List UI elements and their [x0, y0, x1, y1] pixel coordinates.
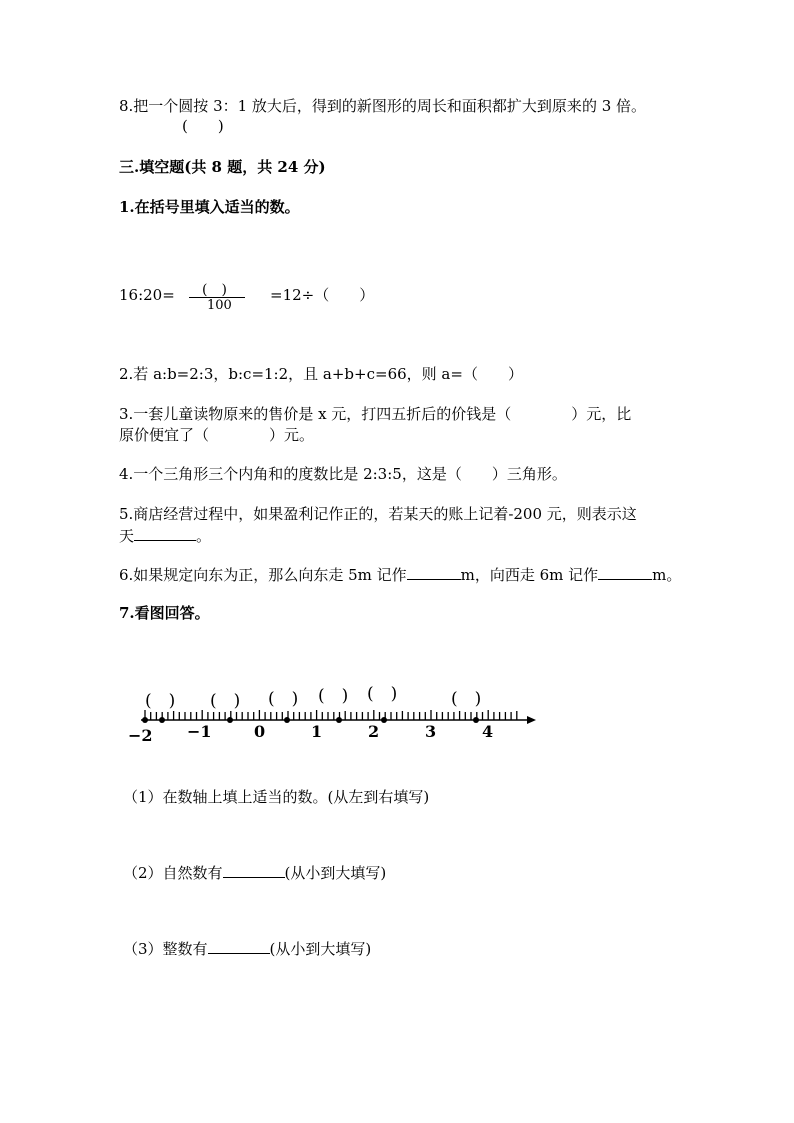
fill-question-5-line2: [119, 525, 211, 546]
question-8-answer-blank[interactable]: ( ): [182, 117, 224, 135]
sub-question-2-suffix: (从小到大填写): [284, 864, 387, 882]
fill-question-6-blank-east[interactable]: [407, 564, 461, 580]
fill-question-4-text[interactable]: 4.一个三角形三个内角和的度数比是 2:3:5，这是（ ）三角形。: [119, 465, 567, 483]
point-blank-1: ( ): [145, 691, 176, 711]
point-blank-3: ( ): [268, 689, 299, 709]
number-line-point: [381, 717, 387, 723]
fill-question-2-text[interactable]: 2.若 a:b=2:3，b:c=1:2，且 a+b+c=66，则 a=（ ）: [119, 365, 523, 383]
point-blank-5: ( ): [367, 684, 398, 704]
number-line-blanks: [145, 684, 481, 711]
point-blank-6: ( ): [451, 689, 482, 709]
sub-question-3-suffix: (从小到大填写): [269, 940, 372, 958]
sub-question-3-prefix: （3）整数有: [123, 940, 208, 958]
number-line-point: [336, 717, 342, 723]
fill-question-1-text: 1.在括号里填入适当的数。: [119, 198, 300, 216]
section-title: 三.填空题(共 8 题，共 24 分): [119, 158, 326, 176]
fill-question-3-line1[interactable]: 3.一套儿童读物原来的售价是 x 元，打四五折后的价钱是（ ）元，比: [119, 405, 632, 423]
integers-blank[interactable]: [208, 938, 270, 954]
fill-question-6-blank-west[interactable]: [598, 564, 652, 580]
number-line-point: [473, 717, 479, 723]
tick-label-0: 0: [254, 722, 266, 741]
sub-question-3: [123, 938, 371, 959]
tick-label-minus-2: −2: [128, 726, 153, 745]
tick-label-3: 3: [425, 722, 437, 741]
number-line-point: [159, 717, 165, 723]
fill-question-6-part-a: 6.如果规定向东为正，那么向东走 5m 记作: [119, 566, 407, 584]
number-line-points: [142, 717, 479, 723]
point-blank-4: ( ): [318, 686, 349, 706]
question-8-text: 8.把一个圆按 3：1 放大后，得到的新图形的周长和面积都扩大到原来的 3 倍。: [119, 97, 647, 115]
fraction-numerator-blank[interactable]: ( ): [202, 282, 227, 298]
fill-question-5-prefix: 天: [119, 527, 135, 545]
fill-question-6-part-c: m。: [652, 566, 682, 584]
fill-question-6-part-b: m，向西走 6m 记作: [460, 566, 599, 584]
number-line-arrow: [527, 716, 536, 724]
fill-question-7-text: 7.看图回答。: [119, 604, 210, 622]
tick-label-1: 1: [311, 722, 323, 741]
fraction-denominator: 100: [207, 298, 232, 313]
fill-question-5-suffix: 。: [196, 527, 212, 545]
sub-question-2: [123, 862, 386, 883]
fill-question-6-text: [119, 564, 681, 585]
tick-label-4: 4: [482, 722, 494, 741]
number-line-point: [227, 717, 233, 723]
number-line-point: [284, 717, 290, 723]
number-line-point: [142, 717, 148, 723]
point-blank-2: ( ): [210, 691, 241, 711]
number-line-tick-labels: [128, 722, 493, 745]
sub-question-2-prefix: （2）自然数有: [123, 864, 223, 882]
tick-label-2: 2: [368, 722, 380, 741]
fill-question-5-line1: 5.商店经营过程中，如果盈利记作正的，若某天的账上记着-200 元，则表示这: [119, 505, 637, 523]
ratio-lhs: 16:20=: [119, 286, 175, 304]
sub-question-1: （1）在数轴上填上适当的数。(从左到右填写): [123, 788, 430, 806]
fill-question-3-line2[interactable]: 原价便宜了（ ）元。: [119, 426, 315, 444]
division-expression[interactable]: =12÷（ ）: [270, 286, 375, 304]
natural-numbers-blank[interactable]: [223, 862, 285, 878]
number-line-ticks: [145, 710, 517, 720]
fill-question-5-blank[interactable]: [134, 525, 196, 541]
tick-label-minus-1: −1: [187, 722, 212, 741]
